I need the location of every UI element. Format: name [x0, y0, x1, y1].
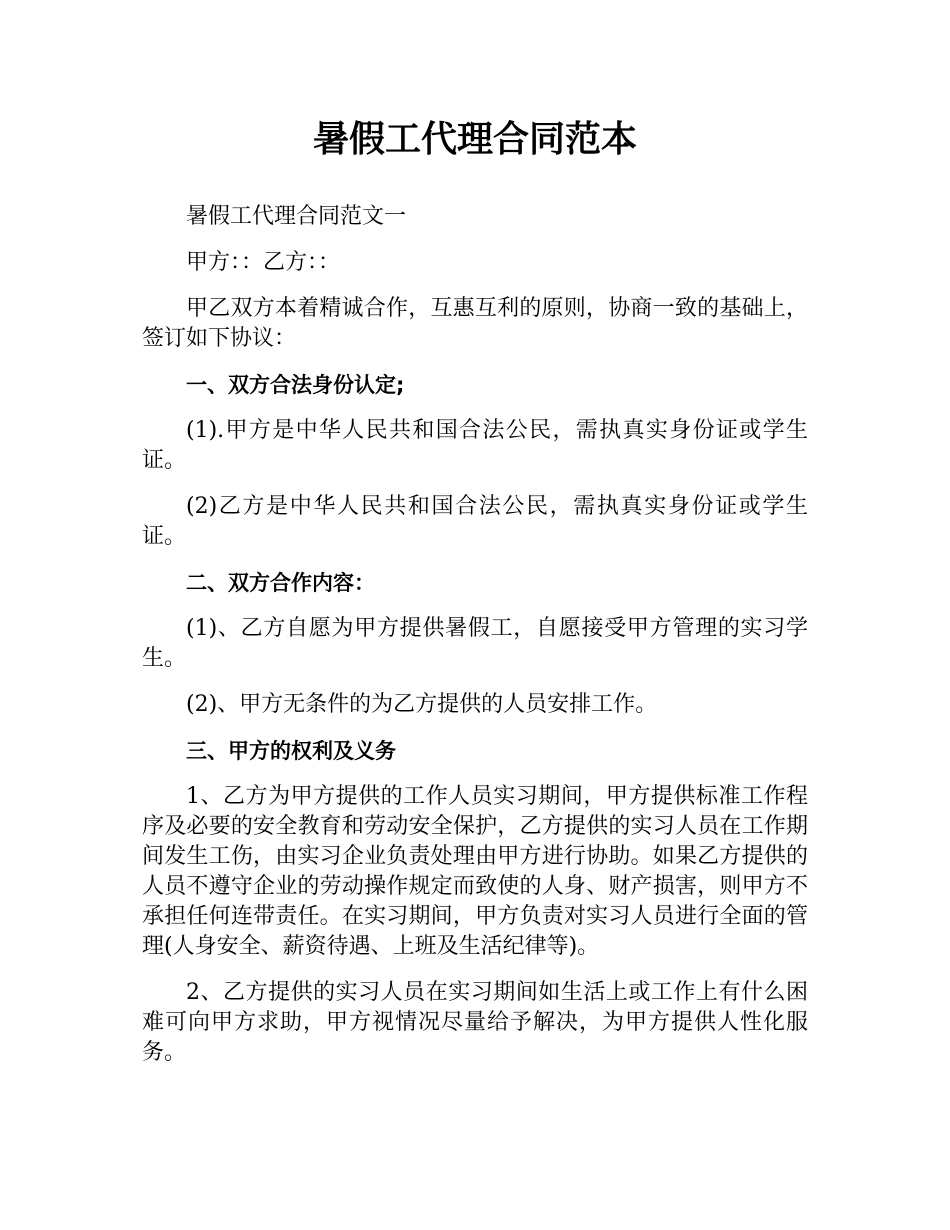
section-1-item-2: (2)乙方是中华人民共和国合法公民，需执真实身份证或学生证。 — [142, 494, 808, 549]
document-body — [142, 202, 808, 1084]
parties-line: 甲方：：乙方：： — [186, 250, 341, 275]
section-2-heading: 二、双方合作内容： — [186, 571, 375, 595]
section-3-heading: 三、甲方的权利及义务 — [186, 739, 396, 763]
document-subtitle: 暑假工代理合同范文一 — [186, 204, 407, 229]
section-2-item-2: (2)、甲方无条件的为乙方提供的人员安排工作。 — [186, 692, 658, 717]
section-3-item-1: 1、乙方为甲方提供的工作人员实习期间，甲方提供标准工作程序及必要的安全教育和劳动安全保护，乙方提供的实习人员在工作期间发生工伤，由实习企业负责处理由甲方进行协助。如果乙方提供的人员不遵守企业的劳动操作规定而致使的人身、财产损害，则甲方不承担任何连带责任。在实习期间，甲方负责对实习人员进行全面的管理(人身安全、薪资待遇、上班及生活纪律等)。 — [142, 784, 808, 959]
section-1-heading: 一、双方合法身份认定; — [186, 373, 405, 397]
section-1-item-1: (1).甲方是中华人民共和国合法公民，需执真实身份证或学生证。 — [142, 418, 808, 473]
document-title: 暑假工代理合同范本 — [312, 119, 637, 160]
section-2-item-1: (1)、乙方自愿为甲方提供暑假工，自愿接受甲方管理的实习学生。 — [142, 616, 808, 671]
intro-paragraph: 甲乙双方本着精诚合作，互惠互利的原则，协商一致的基础上，签订如下协议： — [142, 296, 808, 351]
section-3-item-2: 2、乙方提供的实习人员在实习期间如生活上或工作上有什么困难可向甲方求助，甲方视情况尽量给予解决，为甲方提供人性化服务。 — [142, 980, 808, 1065]
